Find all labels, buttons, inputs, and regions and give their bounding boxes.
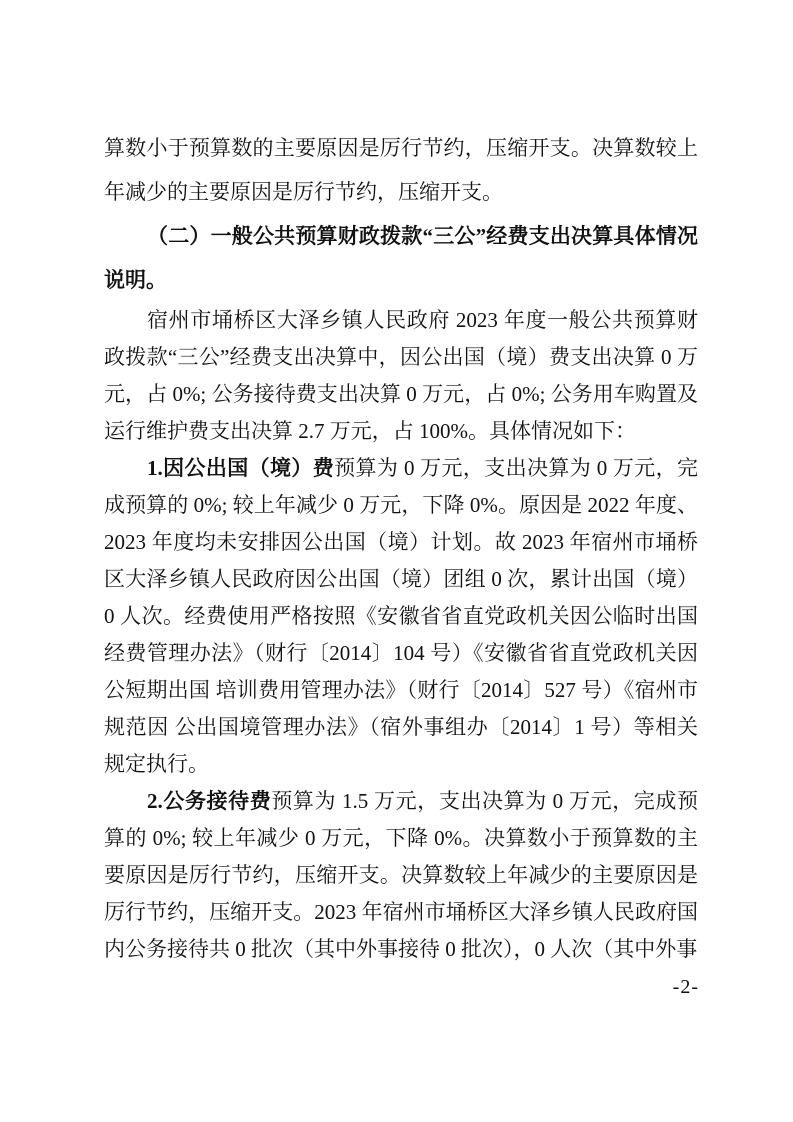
para-item-1-abroad-expense: [104, 450, 698, 783]
text-run: 预算为 0 万元，支出决算为 0 万元，完成预算的 0%; 较上年减少 0 万元，下降 0%。原因是 2022 年度、2023 年度均未安排因公出国（境）计划。故 2023 年宿州市埇桥区大泽乡镇人民政府因公出国（境）团组 0 次，累计出国（境）0 人次。经费使用严格按照《安徽省省直党政机关因公临时出国经费管理办法》（财行〔2014〕104 号）《安徽省省直党政机关因公短期出国 培训费用管理办法》（财行〔2014〕527 号）《宿州市规范因 公出国境管理办法》（宿外事组办〔2014〕1 号）等相关规定执行。: [104, 456, 699, 776]
text-run: 算数小于预算数的主要原因是厉行节约，压缩开支。决算数较上年减少的主要原因是厉行节约，压缩开支。: [104, 136, 698, 204]
bold-text-run: （二）一般公共预算财政拨款“三公”经费支出决算具体情况说明。: [104, 224, 698, 292]
document-body: [104, 126, 698, 968]
para-overview: [104, 302, 698, 450]
text-run: 宿州市埇桥区大泽乡镇人民政府 2023 年度一般公共预算财政拨款“三公”经费支出决算中，因公出国（境）费支出决算 0 万元，占 0%; 公务接待费支出决算 0 万元，占 0%; 公务用车购置及运行维护费支出决算 2.7 万元，占 100%。具体情况如下：: [104, 308, 698, 443]
para-heading-section-2: [104, 214, 698, 302]
page-number: -2-: [672, 976, 699, 998]
bold-text-run: 2.公务接待费: [147, 789, 272, 813]
para-item-2-reception-expense: [104, 783, 698, 968]
bold-text-run: 1.因公出国（境）费: [147, 456, 335, 480]
para-continuation: [104, 126, 698, 214]
text-run: 预算为 1.5 万元，支出决算为 0 万元，完成预算的 0%; 较上年减少 0 万元，下降 0%。决算数小于预算数的主要原因是厉行节约，压缩开支。决算数较上年减少的主要原因是厉行节约，压缩开支。2023 年宿州市埇桥区大泽乡镇人民政府国内公务接待共 0 批次（其中外事接待 0 批次），0 人次（其中外事: [104, 789, 698, 961]
